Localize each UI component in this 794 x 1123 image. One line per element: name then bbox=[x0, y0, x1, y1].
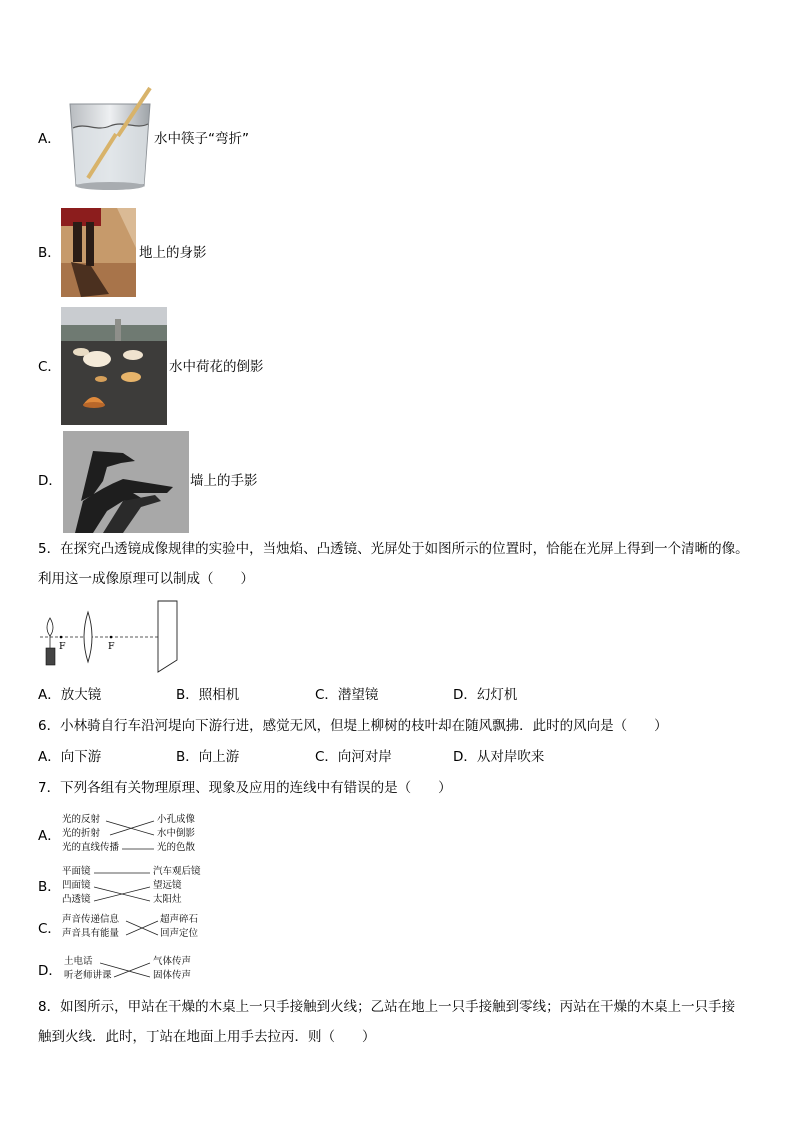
q7-option-b-letter: B． bbox=[38, 879, 61, 895]
q5-stem-line1: 5．在探究凸透镜成像规律的实验中，当烛焰、凸透镜、光屏处于如图所示的位置时，恰能在光屏上得到一个清晰的像。 bbox=[38, 541, 749, 557]
convex-lens-icon bbox=[84, 612, 92, 662]
chopsticks-in-water-image bbox=[66, 86, 154, 192]
option-d-letter: D． bbox=[38, 473, 62, 489]
q7-c-left-2: 声音具有能量 bbox=[62, 928, 120, 939]
q7-d-connector-lines bbox=[100, 954, 154, 986]
q6-option-c: C．向河对岸 bbox=[315, 749, 392, 765]
focus-point-right bbox=[110, 636, 113, 639]
q7-a-connector-lines bbox=[100, 812, 158, 858]
q6-option-a: A．向下游 bbox=[38, 749, 102, 765]
q7-option-c-letter: C． bbox=[38, 921, 61, 937]
q7-d-left-1: 土电话 bbox=[64, 956, 93, 967]
q6-option-d: D．从对岸吹来 bbox=[453, 749, 545, 765]
q5-option-b: B．照相机 bbox=[176, 687, 240, 703]
q6-option-b: B．向上游 bbox=[176, 749, 240, 765]
focus-point-left bbox=[60, 636, 63, 639]
q7-d-right-2: 固体传声 bbox=[153, 970, 192, 981]
option-b-text: 地上的身影 bbox=[139, 245, 207, 261]
q7-b-left-3: 凸透镜 bbox=[62, 894, 91, 905]
q7-a-right-1: 小孔成像 bbox=[157, 814, 196, 825]
q7-a-right-3: 光的色散 bbox=[157, 842, 196, 853]
q7-b-right-1: 汽车观后镜 bbox=[153, 866, 201, 877]
q7-c-left-1: 声音传递信息 bbox=[62, 914, 120, 925]
q8-stem-line1: 8．如图所示，甲站在干燥的木桌上一只手接触到火线；乙站在地上一只手接触到零线；丙站在干燥的木桌上一只手接 bbox=[38, 999, 736, 1015]
focus-label-left: F bbox=[59, 641, 66, 652]
q7-d-right-1: 气体传声 bbox=[153, 956, 192, 967]
q5-option-c: C．潜望镜 bbox=[315, 687, 379, 703]
lens-experiment-diagram bbox=[38, 598, 183, 673]
option-d-text: 墙上的手影 bbox=[190, 473, 258, 489]
q7-a-left-2: 光的折射 bbox=[62, 828, 101, 839]
q7-c-right-2: 回声定位 bbox=[160, 928, 199, 939]
shadow-on-ground-image bbox=[61, 208, 136, 297]
option-a-letter: A． bbox=[38, 131, 61, 147]
lotus-reflection-image bbox=[61, 307, 167, 425]
hand-shadow-image bbox=[63, 431, 189, 533]
q7-b-right-2: 望远镜 bbox=[153, 880, 182, 891]
option-c-letter: C． bbox=[38, 359, 61, 375]
q7-stem: 7．下列各组有关物理原理、现象及应用的连线中有错误的是（ ） bbox=[38, 780, 452, 796]
q7-a-right-2: 水中倒影 bbox=[157, 828, 196, 839]
q5-stem-line2: 利用这一成像原理可以制成（ ） bbox=[38, 571, 254, 587]
q7-b-right-3: 太阳灶 bbox=[153, 894, 182, 905]
q5-option-d: D．幻灯机 bbox=[453, 687, 518, 703]
q7-option-a-letter: A． bbox=[38, 828, 61, 844]
q7-a-left-3: 光的直线传播 bbox=[62, 842, 120, 853]
candle-flame-icon bbox=[47, 618, 53, 636]
q8-stem-line2: 触到火线．此时，丁站在地面上用手去拉丙．则（ ） bbox=[38, 1029, 376, 1045]
q7-a-left-1: 光的反射 bbox=[62, 814, 101, 825]
q7-option-d-letter: D． bbox=[38, 963, 62, 979]
option-b-letter: B． bbox=[38, 245, 61, 261]
q7-c-connector-lines bbox=[124, 912, 162, 944]
q7-b-left-2: 凹面镜 bbox=[62, 880, 91, 891]
q6-stem: 6．小林骑自行车沿河堤向下游行进，感觉无风，但堤上柳树的枝叶却在随风飘拂．此时的风向是（ ） bbox=[38, 718, 668, 734]
q7-d-left-2: 听老师讲课 bbox=[64, 970, 112, 981]
q7-b-connector-lines bbox=[90, 864, 154, 910]
option-a-text: 水中筷子“弯折” bbox=[154, 131, 249, 147]
light-screen-icon bbox=[158, 601, 177, 672]
focus-label-right: F bbox=[108, 641, 115, 652]
q7-b-left-1: 平面镜 bbox=[62, 866, 91, 877]
q5-option-a: A．放大镜 bbox=[38, 687, 102, 703]
candle-icon bbox=[46, 648, 55, 665]
q7-c-right-1: 超声碎石 bbox=[160, 914, 199, 925]
option-c-text: 水中荷花的倒影 bbox=[169, 359, 264, 375]
